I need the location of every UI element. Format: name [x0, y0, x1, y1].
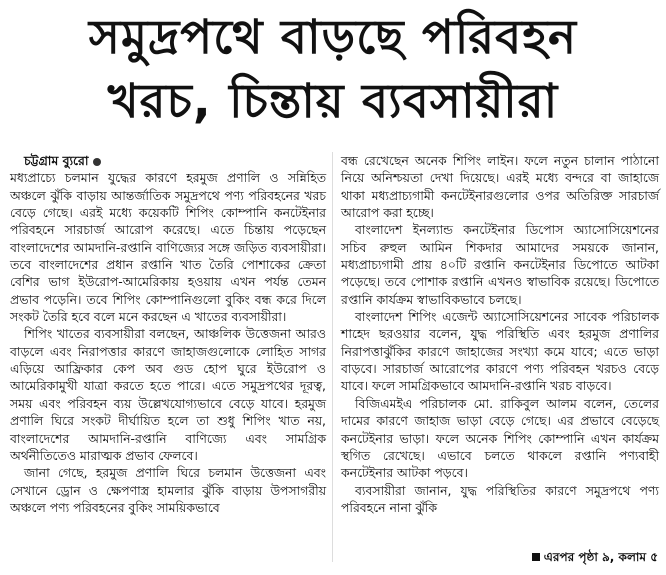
- paragraph: জানা গেছে, হরমুজ প্রণালি ঘিরে চলমান উত্তেজনা এবং সেখানে ড্রোন ও ক্ষেপণাস্ত্র হামলার ঝুঁকি বাড়ায় উপসাগরীয় অঞ্চলে পণ্য পরিবহনের বুকিং সাময়িকভাবে: [10, 465, 326, 515]
- byline: [10, 152, 326, 169]
- headline-line-1: সমুদ্রপথে বাড়ছে পরিবহন: [88, 10, 578, 65]
- paragraph: মধ্যপ্রাচ্যে চলমান যুদ্ধের কারণে হরমুজ প্রণালি ও সন্নিহিত অঞ্চলে ঝুঁকি বাড়ায় আন্তর্জাতিক সমুদ্রপথে পণ্য পরিবহনের খরচ বেড়ে গেছে। এরই মধ্যে কয়েকটি শিপিং কোম্পানি কনটেইনার পরিবহনে সারচার্জ আরোপ করেছে। এতে চিন্তায় পড়েছেন বাংলাদেশের আমদানি-রপ্তানি বাণিজ্যের সঙ্গে জড়িত ব্যবসায়ীরা। তবে বাংলাদেশের প্রধান রপ্তানি খাত তৈরি পোশাকের ক্রেতা বেশির ভাগ ইউরোপ-আমেরিকায় হওয়ায় এখন পর্যন্ত তেমন প্রভাব পড়েনি। তবে শিপিং কোম্পানিগুলো বুকিং বন্ধ করে দিলে সংকট তৈরি হবে বলে মনে করছেন এ খাতের ব্যবসায়ীরা।: [10, 170, 326, 325]
- byline-text: চট্টগ্রাম ব্যুরো: [24, 153, 89, 168]
- paragraph: ব্যবসায়ীরা জানান, যুদ্ধ পরিস্থিতির কারণে সমুদ্রপথে পণ্য পরিবহনে নানা ঝুঁকি: [341, 482, 659, 515]
- continuation-text: এরপর পৃষ্ঠা ৯, কলাম ৫: [543, 550, 658, 564]
- headline: [0, 6, 666, 134]
- headline-line-2: খরচ, চিন্তায় ব্যবসায়ীরা: [107, 74, 559, 129]
- paragraph: বন্ধ রেখেছেন অনেক শিপিং লাইন। ফলে নতুন চালান পাঠানো নিয়ে অনিশ্চয়তা দেখা দিয়েছে। এরই মধ্যে বন্দরে বা জাহাজে থাকা মধ্যপ্রাচ্যগামী কনটেইনারগুলোর ওপর অতিরিক্ত সারচার্জ আরোপ করা হচ্ছে।: [341, 153, 659, 221]
- continuation-note: [532, 549, 658, 569]
- article-column-right: [341, 152, 659, 516]
- paragraph: শিপিং খাতের ব্যবসায়ীরা বলছেন, আঞ্চলিক উত্তেজনা আরও বাড়লে এবং নিরাপত্তার কারণে জাহাজগুলোকে লোহিত সাগর এড়িয়ে আফ্রিকার কেপ অব গুড হোপ ঘুরে ইউরোপ ও আমেরিকামুখী যাত্রা করতে হতে পারে। এতে সমুদ্রপথের দূরত্ব, সময় এবং পরিবহন ব্যয় উল্লেখযোগ্যভাবে বেড়ে যাবে। হরমুজ প্রণালি ঘিরে সংকট দীর্ঘায়িত হলে তা শুধু শিপিং খাত নয়, বাংলাদেশের আমদানি-রপ্তানি বাণিজ্যে এবং সামগ্রিক অর্থনীতিতেও মারাত্মক প্রভাব ফেলবে।: [10, 326, 326, 463]
- paragraph: বিজিএমইএ পরিচালক মো. রাকিবুল আলম বলেন, তেলের দামের কারণে জাহাজ ভাড়া বেড়ে গেছে। এর প্রভাবে বেড়েছে কনটেইনার ভাড়া। ফলে অনেক শিপিং কোম্পানি এখন কার্যক্রম স্থগিত রেখেছে। এভাবে চলতে থাকলে রপ্তানি পণ্যবাহী কনটেইনার আটকা পড়বে।: [341, 395, 659, 481]
- column-divider: [332, 152, 333, 562]
- article-column-left: [10, 152, 326, 516]
- square-icon: [532, 553, 540, 561]
- paragraph: বাংলাদেশ ইনল্যান্ড কনটেইনার ডিপোস অ্যাসোসিয়েশনের সচিব রুহুল আমিন শিকদার আমাদের সময়কে জানান, মধ্যপ্রাচ্যগামী প্রায় ৪০টি রপ্তানি কনটেইনার ডিপোতে আটকা পড়েছে। তবে পোশাক রপ্তানি এখনও স্বাভাবিক রয়েছে। ডিপোতে রপ্তানি কার্যক্রম স্বাভাবিকভাবে চলছে।: [341, 222, 659, 307]
- bullet-icon: [93, 158, 101, 166]
- paragraph: বাংলাদেশ শিপিং এজেন্ট অ্যাসোসিয়েশনের সাবেক পরিচালক শাহেদ ছরওয়ার বলেন, যুদ্ধ পরিস্থিতি এবং হরমুজ প্রণালির নিরাপত্তাঝুঁকির কারণে জাহাজের সংখ্যা কমে যাবে; এতে ভাড়া বাড়বে। সারচার্জ আরোপের কারণে পণ্য পরিবহন খরচও বেড়ে যাবে। ফলে সামগ্রিকভাবে আমদানি-রপ্তানি খরচ বাড়বে।: [341, 309, 659, 394]
